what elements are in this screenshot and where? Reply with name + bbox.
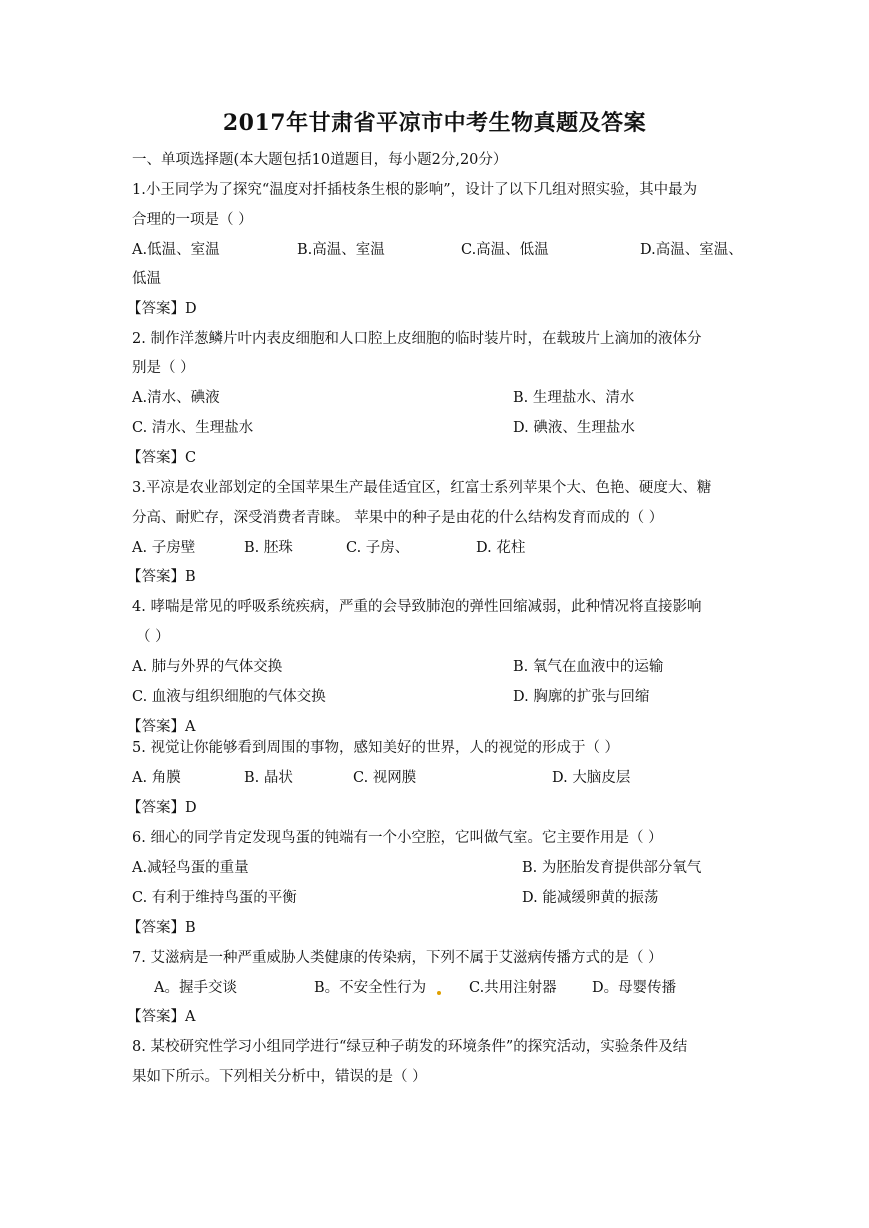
q4-stem-line1: 4. 哮喘是常见的呼吸系统疾病，严重的会导致肺泡的弹性回缩减弱，此种情况将直接影响: [132, 599, 702, 615]
q5-stem-line1: 5. 视觉让你能够看到周围的事物，感知美好的世界，人的视觉的形成于（ ）: [132, 740, 620, 756]
q3-stem-line2: 分高、耐贮存，深受消费者青睐。 苹果中的种子是由花的什么结构发育而成的（ ）: [132, 510, 664, 526]
q7-option-c: C.共用注射器: [469, 980, 557, 996]
q6-stem-line1: 6. 细心的同学肯定发现鸟蛋的钝端有一个小空腔，它叫做气室。它主要作用是（ ）: [132, 830, 663, 846]
q1-option-c: C.高温、低温: [461, 242, 549, 258]
q1-option-d-continued: 低温: [132, 271, 161, 287]
q4-answer: 【答案】A: [127, 719, 196, 735]
q4-option-b: B. 氧气在血液中的运输: [513, 659, 664, 675]
q3-option-b: B. 胚珠: [244, 540, 293, 556]
q2-stem-line1: 2. 制作洋葱鳞片叶内表皮细胞和人口腔上皮细胞的临时装片时，在载玻片上滴加的液体分: [132, 331, 702, 347]
q1-answer: 【答案】D: [127, 301, 197, 317]
q2-option-b: B. 生理盐水、清水: [513, 390, 635, 406]
q1-stem-line1: 1.小王同学为了探究“温度对扦插枝条生根的影响”，设计了以下几组对照实验，其中最为: [132, 182, 698, 198]
q5-option-c: C. 视网膜: [353, 770, 417, 786]
q6-option-a: A.减轻鸟蛋的重量: [132, 860, 249, 876]
q3-option-a: A. 子房壁: [132, 540, 196, 556]
q3-option-d: D. 花柱: [476, 540, 526, 556]
q3-stem-line1: 3.平凉是农业部划定的全国苹果生产最佳适宜区，红富士系列苹果个大、色艳、硬度大、糖: [132, 480, 712, 496]
q5-option-a: A. 角膜: [132, 770, 181, 786]
q2-option-d: D. 碘液、生理盐水: [513, 420, 635, 436]
q5-option-d: D. 大脑皮层: [552, 770, 631, 786]
q3-answer: 【答案】B: [127, 569, 196, 585]
q6-option-c: C. 有利于维持鸟蛋的平衡: [132, 890, 297, 906]
q6-option-d: D. 能减缓卵黄的振荡: [522, 890, 659, 906]
q4-option-c: C. 血液与组织细胞的气体交换: [132, 689, 326, 705]
page-title: 2017年甘肃省平凉市中考生物真题及答案: [222, 110, 647, 136]
q4-stem-line2: （ ）: [136, 629, 170, 645]
q2-option-c: C. 清水、生理盐水: [132, 420, 254, 436]
q7-option-d: D。母婴传播: [592, 980, 677, 996]
q2-option-a: A.清水、碘液: [132, 390, 220, 406]
q7-option-b: B。不安全性行为: [314, 980, 427, 996]
q6-answer: 【答案】B: [127, 920, 196, 936]
q7-stem-line1: 7. 艾滋病是一种严重威胁人类健康的传染病，下列不属于艾滋病传播方式的是（ ）: [132, 950, 663, 966]
q3-option-c: C. 子房、: [346, 540, 410, 556]
q1-option-a: A.低温、室温: [132, 242, 220, 258]
q8-stem-line1: 8. 某校研究性学习小组同学进行“绿豆种子萌发的环境条件”的探究活动，实验条件及结: [132, 1039, 688, 1055]
q5-option-b: B. 晶状: [244, 770, 293, 786]
q7-answer: 【答案】A: [127, 1009, 196, 1025]
q1-option-d: D.高温、室温、: [640, 242, 743, 258]
q4-option-a: A. 肺与外界的气体交换: [132, 659, 283, 675]
stray-mark: [437, 991, 441, 995]
q6-option-b: B. 为胚胎发育提供部分氧气: [522, 860, 702, 876]
q4-option-d: D. 胸廓的扩张与回缩: [513, 689, 650, 705]
q2-answer: 【答案】C: [127, 450, 197, 466]
q5-answer: 【答案】D: [127, 800, 197, 816]
q1-option-b: B.高温、室温: [297, 242, 385, 258]
q2-stem-line2: 别是（ ）: [132, 360, 195, 376]
section-heading: 一、单项选择题(本大题包括10道题目，每小题2分,20分）: [132, 152, 508, 168]
q1-stem-line2: 合理的一项是（ ）: [132, 212, 253, 228]
q8-stem-line2: 果如下所示。下列相关分析中，错误的是（ ）: [132, 1069, 427, 1085]
q7-option-a: A。握手交谈: [154, 980, 237, 996]
